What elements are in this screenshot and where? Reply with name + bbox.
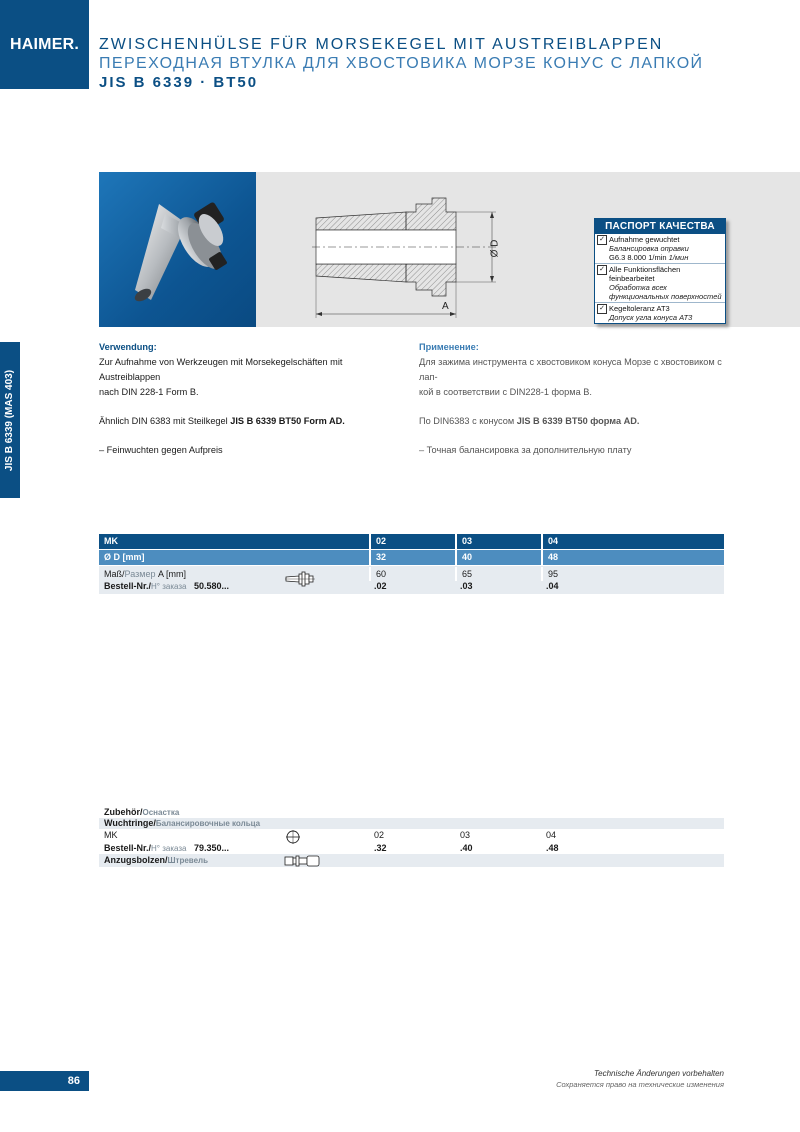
- row-order-value: .02: [374, 581, 387, 591]
- quality-item: [595, 264, 725, 303]
- pull-stud-label: [99, 854, 369, 867]
- haimer-logo: HAIMER.: [10, 35, 79, 53]
- balance-order-ru: Н° заказа: [151, 844, 187, 853]
- adapter-small-icon: [285, 571, 315, 589]
- balance-ring-label: [99, 818, 369, 829]
- pull-stud-row: [99, 854, 724, 867]
- quality-item-ru: Балансировка оправки: [609, 244, 689, 253]
- balance-mk-value: 02: [374, 830, 385, 840]
- side-tab-label-wrap: [0, 342, 20, 498]
- pull-stud-ru: Штревель: [167, 856, 209, 865]
- row-a-label-unit: A [mm]: [155, 569, 186, 579]
- quality-item-ru: Обработка всех функциональных поверхностей: [609, 283, 722, 301]
- main-table: [99, 534, 724, 594]
- page-number: 86: [67, 1075, 80, 1087]
- dimension-a-label: A: [442, 301, 449, 312]
- usage-ru-similar-bold: JIS B 6339 BT50 форма AD.: [516, 416, 640, 426]
- row-a-value: 65: [455, 567, 541, 581]
- quality-item: [595, 303, 725, 323]
- usage-de-heading: Verwendung:: [99, 342, 157, 352]
- row-order-label-ru: Н° заказа: [151, 582, 187, 591]
- header-size: 04: [541, 534, 724, 549]
- dimension-d-label-wrap: [480, 238, 510, 258]
- usage-ru-heading: Применение:: [419, 342, 479, 352]
- usage-de-similar: [99, 414, 399, 429]
- balance-order-row: [99, 842, 724, 854]
- table-header-row: [99, 534, 724, 549]
- balance-order-de: Bestell-Nr./: [104, 843, 152, 853]
- subtitle: JIS B 6339 · BT50: [99, 74, 259, 91]
- usage-de: [99, 340, 399, 458]
- accessories-heading-ru: Оснастка: [142, 808, 180, 817]
- quality-item-de: Kegeltoleranz AT3: [609, 304, 670, 313]
- side-tab-label: JIS B 6339 (MAS 403): [4, 369, 16, 471]
- usage-ru-note: – Точная балансировка за дополнительную плату: [419, 445, 632, 455]
- usage-ru-similar: [419, 414, 729, 429]
- header-size: 02: [369, 534, 455, 549]
- balance-ring-row: [99, 818, 724, 829]
- balance-order-prefix: 79.350...: [194, 843, 230, 853]
- title-ru: ПЕРЕХОДНАЯ ВТУЛКА ДЛЯ ХВОСТОВИКА МОРЗЕ КОНУС С ЛАПКОЙ: [99, 55, 704, 72]
- usage-de-similar-bold: JIS B 6339 BT50 Form AD.: [230, 416, 345, 426]
- pull-stud-de: Anzugsbolzen/: [104, 855, 168, 865]
- balance-mk-label: MK: [104, 830, 118, 840]
- quality-item-extra-unit: 1/мин: [668, 253, 689, 262]
- usage-de-note: – Feinwuchten gegen Aufpreis: [99, 445, 223, 455]
- adapter-photo-icon: [99, 172, 256, 327]
- accessories-heading: [99, 807, 369, 818]
- balance-order-value: .40: [460, 843, 473, 853]
- usage-ru-similar-prefix: По DIN6383 с конусом: [419, 416, 517, 426]
- quality-title: ПАСПОРТ КАЧЕСТВА: [595, 219, 725, 234]
- balance-order-label: [99, 842, 369, 854]
- accessories-table: [99, 807, 724, 867]
- footer-note-de: Technische Änderungen vorbehalten: [593, 1069, 724, 1078]
- quality-passport: [594, 218, 726, 324]
- check-icon: ✓: [597, 265, 607, 275]
- table-row-diameter: [99, 550, 724, 565]
- accessories-heading-row: [99, 807, 724, 818]
- balance-ring-de: Wuchtringe/: [104, 818, 156, 828]
- row-order-prefix: 50.580...: [194, 581, 230, 591]
- row-a-label-de: Maß/: [104, 569, 125, 579]
- row-d-value: 40: [455, 550, 541, 565]
- header-size: 03: [455, 534, 541, 549]
- usage-ru-line1: Для зажима инструмента с хвостовиком конуса Морзе с хвостовиком с лап-: [419, 357, 722, 382]
- usage-de-similar-prefix: Ähnlich DIN 6383 mit Steilkegel: [99, 416, 231, 426]
- balance-order-value: .48: [546, 843, 559, 853]
- row-order-value: .04: [546, 581, 559, 591]
- quality-item: [595, 234, 725, 264]
- dimension-d-label: Ø D: [489, 239, 501, 257]
- product-photo: [99, 172, 256, 327]
- row-d-value: 32: [369, 550, 455, 565]
- pull-stud-icon: [284, 854, 322, 872]
- table-row-order: [99, 566, 724, 594]
- row-order-label-de: Bestell-Nr./: [104, 581, 152, 591]
- usage-de-line1: Zur Aufnahme von Werkzeugen mit Morsekegelschäften mit Austreiblappen: [99, 357, 343, 382]
- title-de: ZWISCHENHÜLSE FÜR MORSEKEGEL MIT AUSTREIBLAPPEN: [99, 36, 664, 53]
- row-order-label: [99, 579, 369, 593]
- usage-ru: [419, 340, 729, 458]
- quality-item-de: Aufnahme gewuchtet: [609, 235, 680, 244]
- footer-note-ru: Сохраняется право на технические изменения: [556, 1080, 724, 1089]
- check-icon: ✓: [597, 304, 607, 314]
- usage-de-line2: nach DIN 228-1 Form B.: [99, 387, 199, 397]
- usage-ru-line2: кой в соответствии с DIN228-1 форма B.: [419, 387, 592, 397]
- check-icon: ✓: [597, 235, 607, 245]
- row-a-value: 60: [369, 567, 455, 581]
- row-d-value: 48: [541, 550, 724, 565]
- header-mk: MK: [99, 534, 369, 549]
- quality-item-de: Alle Funktionsflächen feinbearbeitet: [609, 265, 681, 283]
- balance-mk-row: [99, 829, 724, 842]
- accessories-heading-de: Zubehör/: [104, 807, 143, 817]
- balance-order-value: .32: [374, 843, 387, 853]
- balance-mk-value: 04: [546, 830, 557, 840]
- row-order-value: .03: [460, 581, 473, 591]
- balance-ring-ru: Балансировочные кольца: [155, 819, 261, 828]
- balance-mk-value: 03: [460, 830, 471, 840]
- row-a-value: 95: [541, 567, 724, 581]
- row-d-label: Ø D [mm]: [99, 550, 369, 565]
- quality-item-extra: G6.3 8.000 1/min: [609, 253, 667, 262]
- row-a-label-ru: Размер: [124, 569, 156, 579]
- quality-item-ru: Допуск угла конуса AT3: [609, 313, 693, 322]
